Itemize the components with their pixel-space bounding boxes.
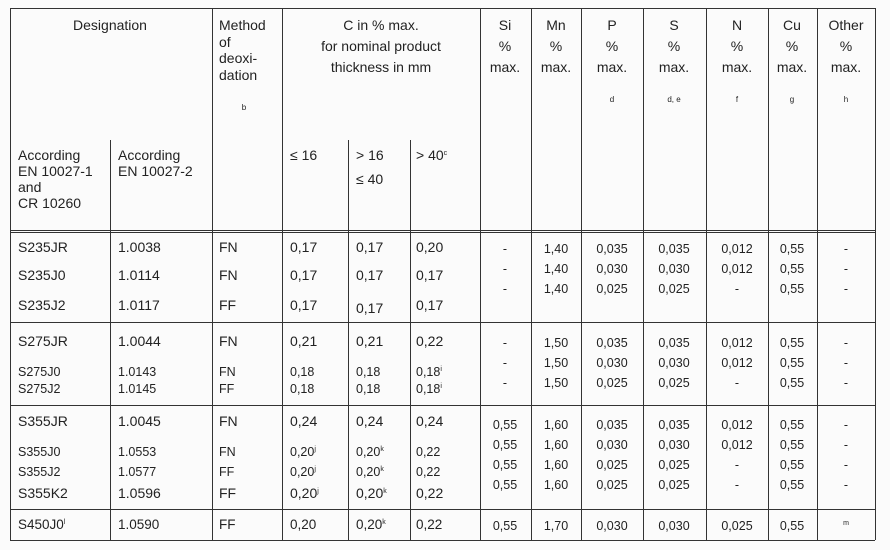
sulfur-max: 0,035: [658, 242, 690, 256]
silicon-max: 0,55: [492, 478, 518, 492]
other-max: -: [843, 262, 849, 276]
carbon-le16: 0,20$^j$: [290, 445, 316, 459]
grade-name: S355JR: [18, 413, 68, 429]
carbon-le16: 0,17: [290, 239, 318, 255]
copper-max: 0,55: [779, 418, 805, 432]
header-en10027-2: EN 10027-2: [118, 163, 193, 179]
carbon-le16: 0,20$^j$: [290, 465, 316, 479]
copper-max: 0,55: [779, 376, 805, 390]
carbon-le16: 0,24: [290, 413, 318, 429]
carbon-le16: 0,18: [290, 365, 315, 379]
grade-name: S355J0: [18, 445, 61, 459]
other-max-footnote: m: [843, 520, 849, 527]
nitrogen-max: -: [734, 458, 740, 472]
nitrogen-max: 0,012: [721, 262, 753, 276]
material-number: 1.0117: [118, 297, 160, 313]
carbon-gt40-footnote: i: [440, 383, 442, 390]
header-carbon-title: C in % max.: [343, 17, 419, 33]
other-max: -: [843, 242, 849, 256]
header-s: %: [667, 38, 681, 54]
row-rule: [10, 322, 875, 323]
header-en10027-1: CR 10260: [18, 195, 82, 211]
carbon-le16: 0,18: [290, 382, 315, 396]
silicon-max: -: [502, 356, 508, 370]
row-rule: [10, 405, 875, 406]
material-number: 1.0038: [118, 239, 161, 255]
header-carbon-le40: ≤ 40: [356, 171, 384, 187]
column-rule: [531, 8, 532, 540]
sulfur-max: 0,030: [658, 356, 690, 370]
column-rule: [643, 8, 644, 540]
header-carbon-title: for nominal product: [321, 38, 441, 54]
header-si: %: [498, 38, 512, 54]
phosphorus-max: 0,025: [596, 458, 628, 472]
deoxidation-method: FF: [219, 297, 237, 313]
manganese-max: 1,60: [543, 458, 569, 472]
grade-name: S355K2: [18, 485, 68, 501]
nitrogen-max: 0,012: [721, 356, 753, 370]
material-number: 1.0553: [118, 445, 157, 459]
column-rule: [212, 8, 213, 540]
copper-max: 0,55: [779, 262, 805, 276]
deoxidation-method: FF: [219, 382, 235, 396]
copper-max: 0,55: [779, 519, 805, 533]
grade-name: S235J0: [18, 267, 66, 283]
column-rule: [875, 8, 876, 540]
carbon-16-40: 0,20$^k$: [356, 465, 384, 479]
manganese-max: 1,50: [543, 336, 569, 350]
carbon-gt40: 0,22: [416, 333, 444, 349]
carbon-16-40: 0,17: [356, 239, 384, 255]
grade-name: S450J0$^l$: [18, 517, 66, 532]
carbon-le16-footnote: j: [317, 488, 319, 495]
header-other: %: [839, 38, 853, 54]
nitrogen-max: -: [734, 282, 740, 296]
carbon-16-40: 0,20$^k$: [356, 485, 387, 501]
carbon-16-40: 0,20$^k$: [356, 517, 386, 532]
material-number: 1.0145: [118, 382, 157, 396]
header-n: max.: [721, 59, 753, 75]
header-p-footnote: d: [609, 95, 615, 104]
header-si: max.: [489, 59, 521, 75]
copper-max: 0,55: [779, 356, 805, 370]
grade-name: S275J0: [18, 365, 61, 379]
other-max: [843, 520, 849, 533]
grade-name-footnote: l: [63, 519, 66, 526]
sulfur-max: 0,030: [658, 262, 690, 276]
manganese-max: 1,40: [543, 282, 569, 296]
carbon-16-40-footnote: k: [380, 446, 384, 453]
other-max: -: [843, 356, 849, 370]
header-other-footnote: h: [843, 95, 849, 104]
column-rule: [282, 8, 283, 540]
sulfur-max: 0,030: [658, 519, 690, 533]
manganese-max: 1,50: [543, 356, 569, 370]
silicon-max: -: [502, 242, 508, 256]
header-cu: Cu: [783, 17, 801, 33]
carbon-le16: 0,21: [290, 333, 318, 349]
phosphorus-max: 0,030: [596, 519, 628, 533]
nitrogen-max: 0,012: [721, 418, 753, 432]
header-cu-footnote: g: [789, 95, 795, 104]
header-p: P: [607, 17, 617, 33]
header-n: N: [731, 17, 743, 33]
header-en10027-1: EN 10027-1: [18, 163, 93, 179]
column-rule: [817, 8, 818, 540]
manganese-max: 1,40: [543, 242, 569, 256]
carbon-gt40: 0,22: [416, 465, 441, 479]
phosphorus-max: 0,030: [596, 356, 628, 370]
material-number: 1.0045: [118, 413, 161, 429]
row-rule: [10, 540, 875, 541]
deoxidation-method: FN: [219, 333, 238, 349]
phosphorus-max: 0,025: [596, 478, 628, 492]
manganese-max: 1,50: [543, 376, 569, 390]
silicon-max: -: [502, 282, 508, 296]
manganese-max: 1,40: [543, 262, 569, 276]
material-number: 1.0143: [118, 365, 157, 379]
sulfur-max: 0,025: [658, 376, 690, 390]
nitrogen-max: 0,012: [721, 242, 753, 256]
carbon-16-40: 0,21: [356, 333, 384, 349]
header-s: max.: [658, 59, 690, 75]
other-max: -: [843, 376, 849, 390]
manganese-max: 1,70: [543, 519, 569, 533]
other-max: -: [843, 438, 849, 452]
other-max: -: [843, 478, 849, 492]
header-cu: max.: [776, 59, 808, 75]
row-rule: [10, 232, 875, 233]
carbon-le16-footnote: j: [314, 466, 316, 473]
carbon-16-40-footnote: k: [383, 488, 387, 495]
other-max: -: [843, 282, 849, 296]
phosphorus-max: 0,030: [596, 262, 628, 276]
column-rule: [768, 8, 769, 540]
carbon-le16: 0,17: [290, 297, 318, 313]
nitrogen-max: 0,012: [721, 438, 753, 452]
header-s-footnote: d, e: [667, 95, 681, 104]
row-rule: [10, 509, 875, 510]
deoxidation-method: FN: [219, 413, 238, 429]
silicon-max: -: [502, 262, 508, 276]
carbon-16-40: 0,20$^k$: [356, 445, 384, 459]
header-p: max.: [596, 59, 628, 75]
copper-max: 0,55: [779, 242, 805, 256]
carbon-16-40-footnote: k: [380, 466, 384, 473]
header-n: %: [730, 38, 744, 54]
deoxidation-method: FN: [219, 365, 236, 379]
deoxidation-method: FN: [219, 445, 236, 459]
silicon-max: -: [502, 336, 508, 350]
grade-name: S235J2: [18, 297, 66, 313]
header-en10027-2: According: [118, 147, 181, 163]
phosphorus-max: 0,030: [596, 438, 628, 452]
manganese-max: 1,60: [543, 478, 569, 492]
header-carbon-gt16: > 16: [356, 147, 384, 163]
header-method-footnote: b: [241, 103, 247, 112]
nitrogen-max: 0,012: [721, 336, 753, 350]
silicon-max: -: [502, 376, 508, 390]
phosphorus-max: 0,035: [596, 418, 628, 432]
grade-name: S355J2: [18, 465, 61, 479]
header-method: of: [219, 33, 231, 50]
material-number: 1.0114: [118, 267, 160, 283]
carbon-gt40: 0,24: [416, 413, 444, 429]
material-number: 1.0044: [118, 333, 161, 349]
column-rule: [348, 140, 349, 540]
carbon-16-40-footnote: k: [382, 519, 386, 526]
header-method: Method: [219, 17, 266, 33]
carbon-le16: 0,20: [290, 517, 317, 532]
other-max: -: [843, 336, 849, 350]
header-designation: Designation: [73, 17, 147, 33]
other-max: -: [843, 418, 849, 432]
carbon-16-40: 0,17: [356, 300, 384, 316]
carbon-gt40: 0,18$^i$: [416, 382, 442, 396]
silicon-max: 0,55: [492, 418, 518, 432]
copper-max: 0,55: [779, 336, 805, 350]
header-s: S: [669, 17, 679, 33]
carbon-gt40-footnote: i: [440, 366, 442, 373]
deoxidation-method: FN: [219, 267, 238, 283]
silicon-max: 0,55: [492, 458, 518, 472]
column-rule: [110, 140, 111, 540]
carbon-16-40: 0,17: [356, 267, 384, 283]
grade-name: S235JR: [18, 239, 68, 255]
copper-max: 0,55: [779, 438, 805, 452]
header-en10027-1: According: [18, 147, 81, 163]
carbon-gt40: 0,20: [416, 239, 444, 255]
header-other: max.: [830, 59, 862, 75]
manganese-max: 1,60: [543, 438, 569, 452]
header-carbon-title: thickness in mm: [330, 59, 432, 75]
header-cu: %: [785, 38, 799, 54]
carbon-16-40: 0,24: [356, 413, 384, 429]
deoxidation-method: FF: [219, 465, 235, 479]
column-rule: [10, 8, 11, 540]
carbon-gt40: 0,22: [416, 445, 441, 459]
header-carbon-gt40: > $40^c$: [416, 147, 448, 163]
header-n-footnote: f: [735, 95, 739, 104]
nitrogen-max: 0,025: [721, 519, 753, 533]
row-rule: [10, 230, 875, 231]
material-number: 1.0590: [118, 517, 160, 532]
phosphorus-max: 0,025: [596, 376, 628, 390]
copper-max: 0,55: [779, 478, 805, 492]
column-rule: [480, 8, 481, 540]
phosphorus-max: 0,035: [596, 242, 628, 256]
copper-max: 0,55: [779, 282, 805, 296]
copper-max: 0,55: [779, 458, 805, 472]
sulfur-max: 0,035: [658, 336, 690, 350]
header-mn: %: [549, 38, 563, 54]
carbon-gt40: 0,22: [416, 485, 444, 501]
nitrogen-max: -: [734, 478, 740, 492]
sulfur-max: 0,035: [658, 418, 690, 432]
deoxidation-method: FF: [219, 485, 237, 501]
header-method: deoxi-: [219, 50, 258, 66]
deoxidation-method: FN: [219, 239, 238, 255]
other-max: -: [843, 458, 849, 472]
grade-name: S275J2: [18, 382, 61, 396]
sulfur-max: 0,025: [658, 458, 690, 472]
phosphorus-max: 0,025: [596, 282, 628, 296]
material-number: 1.0596: [118, 485, 161, 501]
header-carbon-gt40-footnote: c: [443, 150, 448, 157]
header-si: Si: [498, 17, 512, 33]
sulfur-max: 0,025: [658, 478, 690, 492]
nitrogen-max: -: [734, 376, 740, 390]
manganese-max: 1,60: [543, 418, 569, 432]
carbon-gt40: 0,18$^i$: [416, 365, 442, 379]
deoxidation-method: FF: [219, 517, 236, 532]
header-carbon-le16: ≤ 16: [290, 147, 318, 163]
column-rule: [410, 140, 411, 540]
header-mn: max.: [540, 59, 572, 75]
carbon-gt40: 0,22: [416, 517, 443, 532]
silicon-max: 0,55: [492, 519, 518, 533]
header-other: Other: [828, 17, 864, 33]
phosphorus-max: 0,035: [596, 336, 628, 350]
header-method: dation: [219, 66, 258, 83]
row-rule: [10, 8, 875, 9]
header-p: %: [605, 38, 619, 54]
column-rule: [706, 8, 707, 540]
column-rule: [581, 8, 582, 540]
carbon-gt40: 0,17: [416, 267, 444, 283]
header-mn: Mn: [546, 17, 566, 33]
sulfur-max: 0,025: [658, 282, 690, 296]
carbon-le16-footnote: j: [314, 446, 316, 453]
grade-name: S275JR: [18, 333, 68, 349]
header-en10027-1: and: [18, 179, 42, 195]
carbon-16-40: 0,18: [356, 382, 381, 396]
carbon-16-40: 0,18: [356, 365, 381, 379]
sulfur-max: 0,030: [658, 438, 690, 452]
carbon-gt40: 0,17: [416, 297, 444, 313]
silicon-max: 0,55: [492, 438, 518, 452]
carbon-le16: 0,20$^j$: [290, 485, 319, 501]
carbon-le16: 0,17: [290, 267, 318, 283]
material-number: 1.0577: [118, 465, 157, 479]
